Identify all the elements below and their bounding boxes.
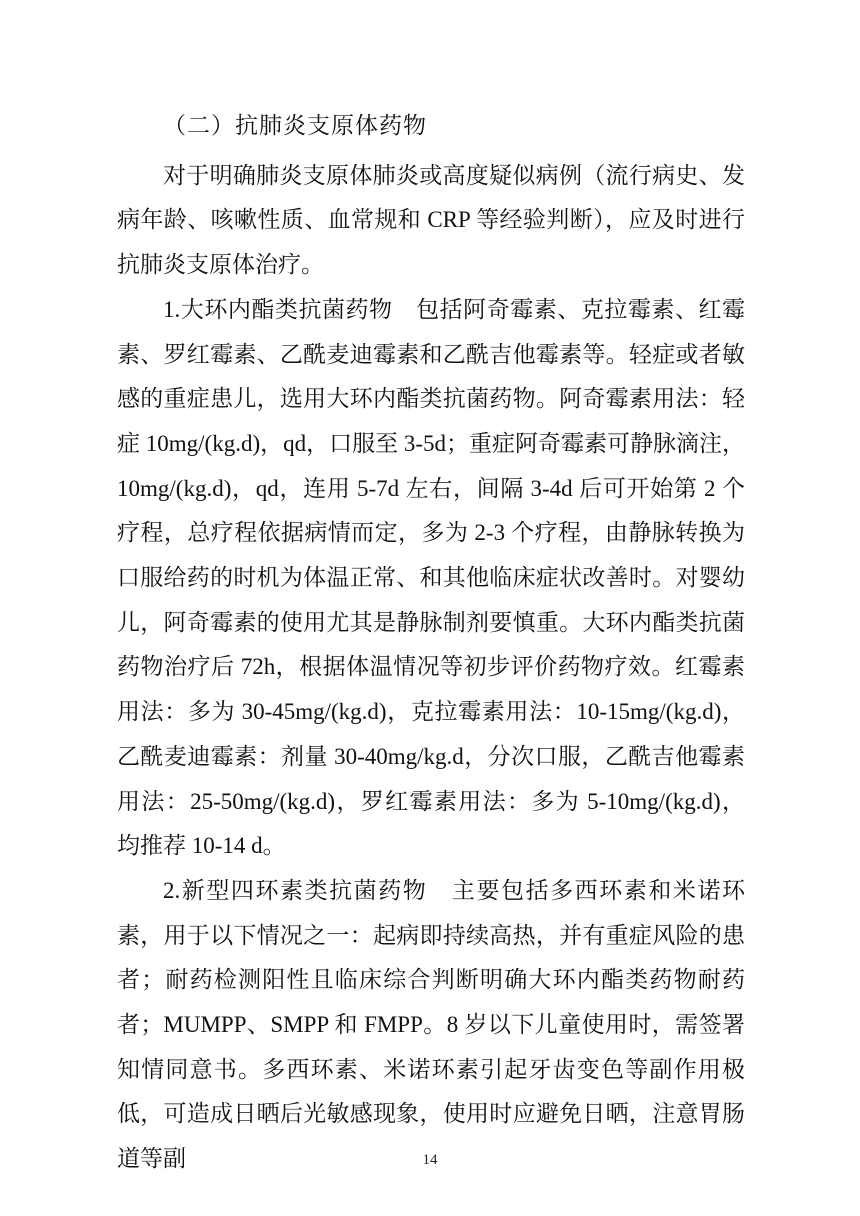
paragraph-macrolide-drugs: 1.大环内酯类抗菌药物 包括阿奇霉素、克拉霉素、红霉素、罗红霉素、乙酰麦迪霉素和乙酰吉他霉素等。轻症或者敏感的重症患儿，选用大环内酯类抗菌药物。阿奇霉素用法：轻症 10mg/(kg.d)，qd，口服至 3-5d；重症阿奇霉素可静脉滴注，10mg/(kg.d)，qd，连用 5-7d 左右，间隔 3-4d 后可开始第 2 个疗程，总疗程依据病情而定，多为 2-3 个疗程，由静脉转换为口服给药的时机为体温正常、和其他临床症状改善时。对婴幼儿，阿奇霉素的使用尤其是静脉制剂要慎重。大环内酯类抗菌药物治疗后 72h，根据体温情况等初步评价药物疗效。红霉素用法：多为 30-45mg/(kg.d)，克拉霉素用法：10-15mg/(kg.d)，乙酰麦迪霉素：剂量 30-40mg/kg.d，分次口服，乙酰吉他霉素用法：25-50mg/(kg.d)，罗红霉素用法：多为 5-10mg/(kg.d)，均推荐 10-14 d。 [117, 296, 746, 859]
page-number: 14 [422, 1152, 438, 1168]
document-content [117, 104, 745, 1182]
section-heading: （二）抗肺炎支原体药物 [163, 113, 427, 138]
paragraph-intro: 对于明确肺炎支原体肺炎或高度疑似病例（流行病史、发病年龄、咳嗽性质、血常规和 CRP 等经验判断），应及时进行抗肺炎支原体治疗。 [117, 162, 745, 278]
paragraph-tetracycline-drugs: 2.新型四环素类抗菌药物 主要包括多西环素和米诺环素，用于以下情况之一：起病即持续高热，并有重症风险的患者；耐药检测阳性且临床综合判断明确大环内酯类药物耐药者；MUMPP、SMPP 和 FMPP。8 岁以下儿童使用时，需签署知情同意书。多西环素、米诺环素引起牙齿变色等副作用极低，可造成日晒后光敏感现象，使用时应避免日晒，注意胃肠道等副 [117, 877, 745, 1172]
